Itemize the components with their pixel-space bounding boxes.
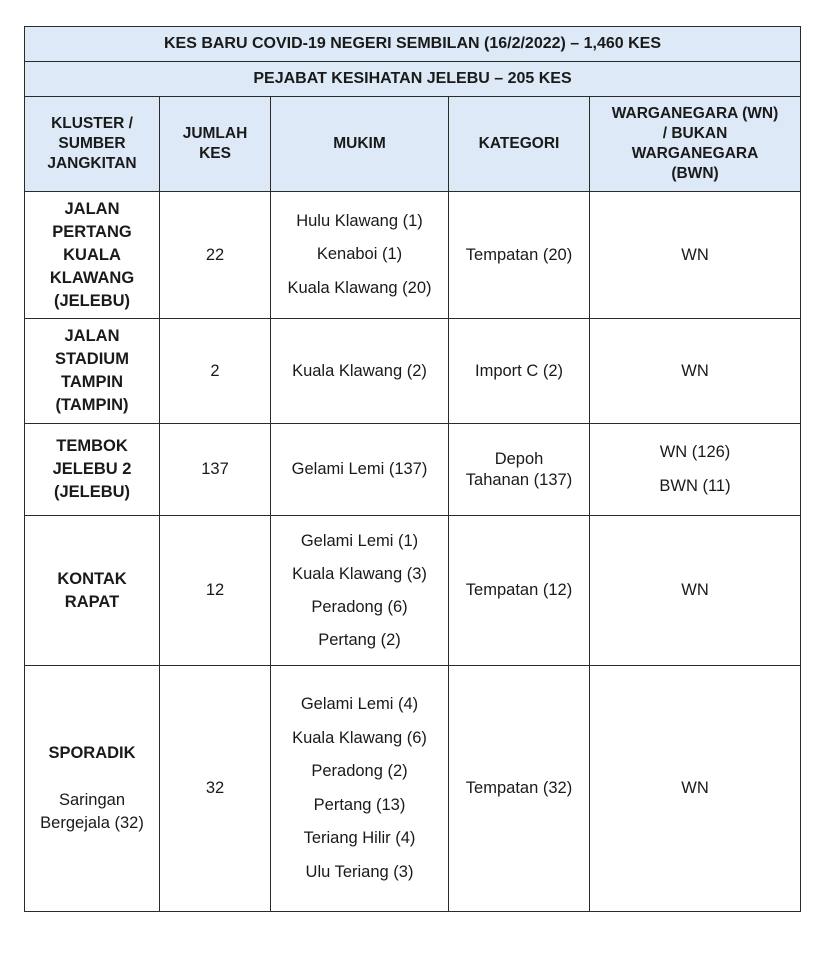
cell-line: Pertang (13) [313,795,406,814]
table-row [25,666,801,912]
cell-line: STADIUM [55,350,129,368]
cell-kategori: Tempatan (20) [449,192,590,319]
header-line: WARGANEGARA [631,145,759,162]
header-kluster [25,97,160,192]
cell-line: SPORADIK [48,744,136,762]
cell-kluster [25,424,160,516]
header-line: (BWN) [671,165,719,182]
cell-kategori [449,424,590,516]
table-row [25,319,801,424]
cell-jumlah: 137 [160,424,271,516]
cell-line: (JELEBU) [53,291,131,310]
cell-kluster [25,516,160,666]
cell-line: Kuala Klawang (3) [292,564,427,583]
header-line: SUMBER [58,135,126,152]
cell-kategori: Tempatan (32) [449,666,590,912]
cell-jumlah: 12 [160,516,271,666]
cell-line: WN (126) [659,443,731,461]
cell-warganegara: WN [590,319,801,424]
cell-jumlah: 32 [160,666,271,912]
cell-mukim: Kuala Klawang (2) [271,319,449,424]
cell-kluster [25,666,160,912]
cell-line: KUALA [63,245,121,264]
cell-line: KONTAK [57,569,127,588]
header-line: / BUKAN [662,125,728,142]
cell-line: Gelami Lemi (4) [300,695,419,713]
header-line: JANGKITAN [47,155,137,172]
cell-mukim [271,192,449,319]
cell-mukim: Gelami Lemi (137) [271,424,449,516]
cell-line: RAPAT [64,592,120,611]
cell-line: TAMPIN [60,373,124,391]
cell-warganegara [590,424,801,516]
cell-kategori: Import C (2) [449,319,590,424]
cell-subtext [25,789,159,835]
table-title: KES BARU COVID-19 NEGERI SEMBILAN (16/2/2022) – 1,460 KES [25,27,801,62]
header-mukim: MUKIM [271,97,449,192]
cell-line: PERTANG [52,222,132,241]
table-row [25,192,801,319]
cell-line: JALAN [64,199,120,218]
cell-line: Saringan [58,791,126,809]
cell-line: Pertang (2) [318,630,401,649]
cell-line: Tahanan (137) [465,470,573,489]
cell-kategori: Tempatan (12) [449,516,590,666]
table-row [25,516,801,666]
cell-kluster [25,319,160,424]
header-kategori: KATEGORI [449,97,590,192]
cell-line: Ulu Teriang (3) [305,862,414,881]
header-line: KES [199,145,231,162]
header-line: JUMLAH [182,125,248,142]
cell-line: (JELEBU) [53,483,131,501]
cell-line: Bergejala (32) [40,814,144,832]
cell-kluster [25,192,160,319]
cell-jumlah: 22 [160,192,271,319]
header-jumlah [160,97,271,192]
table-row [25,424,801,516]
cell-warganegara: WN [590,666,801,912]
covid-cases-table [24,26,801,912]
cell-line: Gelami Lemi (1) [300,531,419,550]
cell-line: Kuala Klawang (6) [292,728,427,747]
cell-line: Peradong (6) [311,597,408,616]
cell-line: JALAN [64,327,120,345]
cell-line: JELEBU 2 [52,460,132,478]
cell-line: Peradong (2) [311,762,408,780]
cell-warganegara: WN [590,192,801,319]
header-line: KLUSTER / [51,115,133,132]
cell-line: (TAMPIN) [55,396,129,414]
cell-line: Kuala Klawang (20) [287,278,432,297]
cell-warganegara: WN [590,516,801,666]
header-warganegara [590,97,801,192]
table-subtitle: PEJABAT KESIHATAN JELEBU – 205 KES [25,62,801,97]
cell-line: Depoh [494,449,544,468]
cell-line: KLAWANG [49,268,135,287]
cell-line: Teriang Hilir (4) [303,829,416,847]
cell-jumlah: 2 [160,319,271,424]
header-line: WARGANEGARA (WN) [611,105,779,122]
cell-mukim [271,666,449,912]
cell-mukim [271,516,449,666]
cell-line: BWN (11) [659,476,731,495]
cell-line: Hulu Klawang (1) [296,211,423,230]
cell-line: TEMBOK [56,437,128,455]
cell-line: Kenaboi (1) [316,245,403,264]
